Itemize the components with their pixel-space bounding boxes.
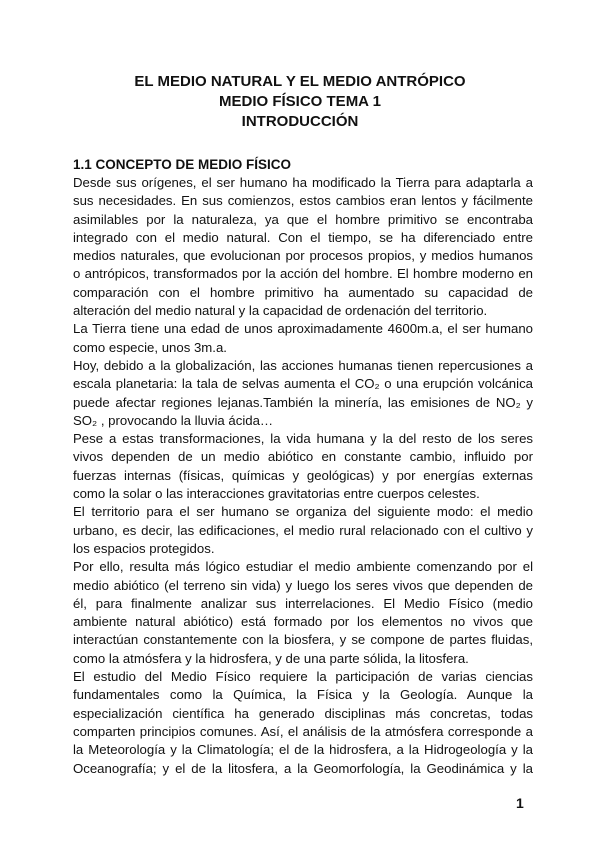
body-text-line: la Meteorología y la Climatología; el de la hidrosfera, a la Hidrogeología y la	[73, 742, 533, 758]
body-text-line: alteración del medio natural y la capacidad de ordenación del territorio.	[73, 303, 488, 319]
body-text-line: fuerzas internas (físicas, químicas y geológicas) y por energías externas	[73, 467, 533, 483]
body-text-line: comparten principios comunes. Así, el análisis de la atmósfera corresponde a	[73, 723, 533, 739]
body-text-line: como especie, unos 3m.a.	[73, 339, 227, 355]
body-text-line: como la atmósfera y la hidrosfera, y de una parte sólida, la litosfera.	[73, 650, 469, 666]
body-text-line: comparación con el hombre primitivo ha aumentado su capacidad de	[73, 284, 533, 300]
body-text-line: Oceanografía; y el de la litosfera, a la Geomorfología, la Geodinámica y la	[73, 760, 533, 776]
body-text-line: escala planetaria: la tala de selvas aumenta el CO₂ o una erupción volcánica	[73, 376, 533, 392]
title-line-subject: MEDIO FÍSICO TEMA 1	[219, 93, 381, 110]
body-text-line: integrado con el medio natural. Con el tiempo, se ha diferenciado entre	[73, 229, 533, 245]
body-text-line: él, para finalmente analizar sus interrelaciones. El Medio Físico (medio	[73, 595, 533, 611]
body-text-line: Hoy, debido a la globalización, las acciones humanas tienen repercusiones a	[73, 357, 533, 373]
body-text-line: medios naturales, que evolucionan por procesos propios, y medios humanos	[73, 248, 533, 264]
document-title	[0, 72, 600, 132]
body-text-line: ambiente natural abiótico) está formado por los elementos no vivos que	[73, 614, 533, 630]
body-text-line: Desde sus orígenes, el ser humano ha modificado la Tierra para adaptarla a	[73, 175, 533, 190]
body-text-line: como la solar o las interacciones gravitatorias entre cuerpos celestes.	[73, 486, 480, 502]
body-text-line: puede afectar regiones lejanas.También la minería, las emisiones de NO₂ y	[73, 394, 533, 410]
body-text-line: vivos dependen de un medio abiótico en constante cambio, influido por	[73, 449, 533, 465]
body-text-line: fundamentales como la Química, la Física y la Geología. Aunque la	[73, 687, 533, 703]
title-line-section: INTRODUCCIÓN	[241, 113, 359, 130]
body-text-line: urbano, es decir, las edificaciones, el medio rural relacionado con el cultivo y	[73, 522, 533, 538]
body-text-line: especialización científica ha generado disciplinas más concretas, todas	[73, 705, 533, 721]
body-text-line: interactúan constantemente con la biosfera, y se compone de partes fluidas,	[73, 632, 533, 648]
body-text	[73, 174, 533, 778]
body-text-line: SO₂ , provocando la lluvia ácida…	[73, 412, 274, 428]
section-heading: 1.1 CONCEPTO DE MEDIO FÍSICO	[73, 157, 292, 172]
page-number: 1	[516, 795, 524, 811]
body-text-line: Por ello, resulta más lógico estudiar el medio ambiente comenzando por el	[73, 559, 533, 575]
body-text-line: Pese a estas transformaciones, la vida humana y la del resto de los seres	[73, 431, 533, 447]
body-text-line: El estudio del Medio Físico requiere la participación de varias ciencias	[73, 669, 533, 685]
title-line-main: EL MEDIO NATURAL Y EL MEDIO ANTRÓPICO	[134, 73, 466, 90]
body-text-line: o antrópicos, transformados por la acción del hombre. El hombre moderno en	[73, 266, 533, 282]
body-text-line: La Tierra tiene una edad de unos aproximadamente 4600m.a, el ser humano	[73, 321, 533, 337]
body-text-line: asimilables por la naturaleza, ya que el hombre primitivo se encontraba	[73, 211, 533, 227]
body-text-line: medio abiótico (el terreno sin vida) y luego los seres vivos que dependen de	[73, 577, 533, 593]
body-text-line: los espacios protegidos.	[73, 540, 215, 556]
body-text-line: sus necesidades. En sus comienzos, estos cambios eran lentos y fácilmente	[73, 193, 533, 209]
body-text-line: El territorio para el ser humano se organiza del siguiente modo: el medio	[73, 504, 533, 520]
